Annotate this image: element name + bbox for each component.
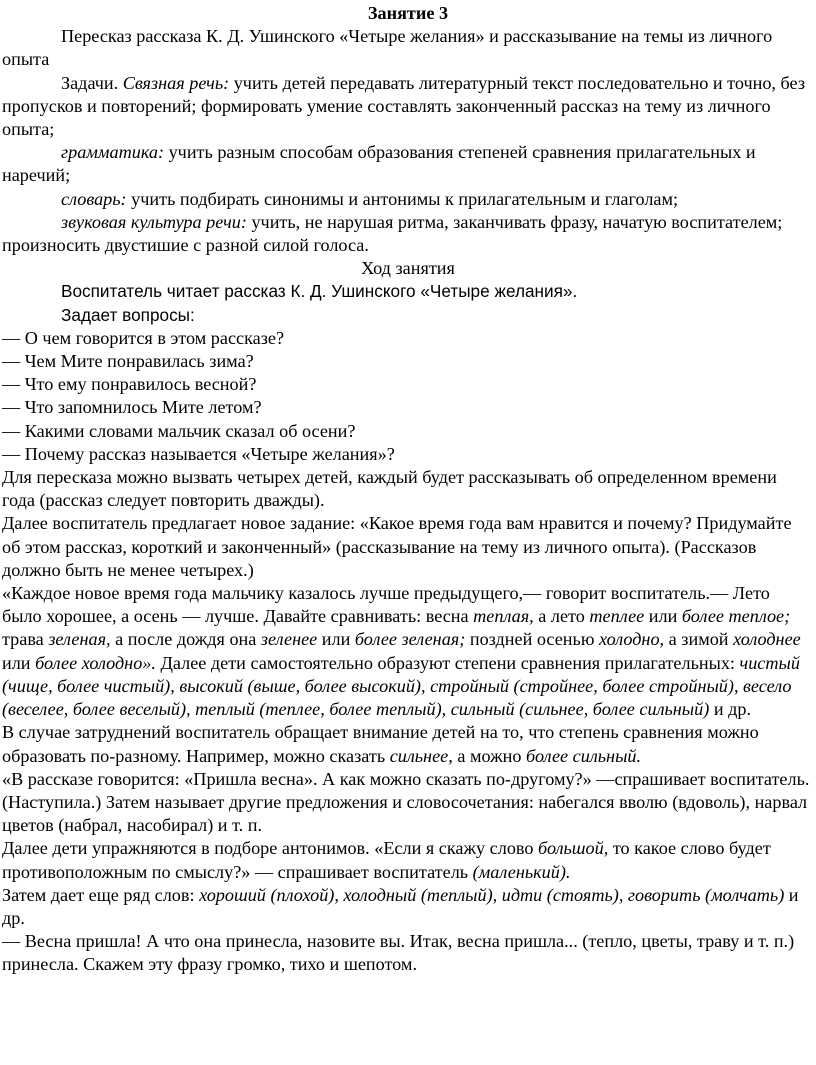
italic-run: чистый (чище, более чистый), высокий (выше, более высокий), стройный (стройнее, более стройный), весело (веселее, более веселый), теплый (теплее, более теплый), сильный (сильнее, более сильный) xyxy=(2,652,800,720)
course-heading: Ход занятия xyxy=(361,258,455,279)
vocab-label: словарь: xyxy=(61,188,127,209)
text-run: В случае затруднений воспитатель обращает внимание детей на то, что степень сравнения можно образовать по-разному. Например, можно сказать xyxy=(2,722,759,766)
synonyms-paragraph: «В рассказе говорится: «Пришла весна». А как можно сказать по-другому?» —спрашивает воспитатель. (Наступила.) Затем называет другие предложения и словосочетания: набегался вволю (вдоволь), нарвал цветов (набрал, насобирал) и т. п. xyxy=(2,768,810,836)
italic-run: зеленее xyxy=(260,629,318,650)
text-run: Далее дети самостоятельно образуют степени сравнения прилагательных: xyxy=(155,652,740,673)
grammar-text: учить разным способам образования степеней сравнения прилагательных и наречий; xyxy=(2,142,756,186)
vocab-text: учить подбирать синонимы и антонимы к прилагательным и глаголам; xyxy=(126,188,679,209)
italic-run: более зеленая; xyxy=(354,629,466,650)
text-run: трава xyxy=(2,629,49,650)
tasks-intro: Задачи. xyxy=(61,72,123,93)
comparison-paragraph xyxy=(2,582,814,721)
question-item: — Что ему понравилось весной? xyxy=(2,374,257,395)
tasks-speech xyxy=(2,72,814,142)
grammar-label: грамматика: xyxy=(61,142,165,163)
difficulty-paragraph xyxy=(2,721,814,767)
text-run: поздней осенью xyxy=(465,629,599,650)
text-run: или xyxy=(317,629,355,650)
italic-run: более сильный. xyxy=(526,745,642,766)
more-words-paragraph xyxy=(2,884,814,930)
italic-run: теплая, xyxy=(473,606,534,627)
italic-run: холодно, xyxy=(598,629,665,650)
text-run: или xyxy=(2,652,36,673)
italic-run: большой, xyxy=(538,838,609,859)
italic-run: более холодно». xyxy=(35,652,156,673)
lesson-title: Занятие 3 xyxy=(367,3,449,23)
sound-label: звуковая культура речи: xyxy=(61,211,247,232)
text-run: «Каждое новое время года мальчику казалось лучше предыдущего,— говорит воспитатель.— Лето было хорошее, а осень — лучше. Давайте сравнивать: весна xyxy=(2,583,770,627)
text-run: Далее дети упражняются в подборе антонимов. «Если я скажу слово xyxy=(2,838,539,859)
question-item: — Почему рассказ называется «Четыре желания»? xyxy=(2,443,395,464)
italic-run: зеленая, xyxy=(48,629,111,650)
retell-paragraph: Для пересказа можно вызвать четырех детей, каждый будет рассказывать об определенном времени года (рассказ следует повторить дважды). xyxy=(2,467,777,511)
text-run: Затем дает еще ряд слов: xyxy=(2,884,200,905)
italic-run: сильнее, xyxy=(389,745,453,766)
questions-intro: Задает вопросы: xyxy=(61,304,195,325)
text-run: а после дождя она xyxy=(110,629,261,650)
tasks-sound xyxy=(2,211,814,257)
text-run: а зимой xyxy=(664,629,734,650)
text-run: а можно xyxy=(452,745,527,766)
question-item: — Что запомнилось Мите летом? xyxy=(2,397,262,418)
italic-run: теплее xyxy=(589,606,645,627)
sound-text: учить, не нарушая ритма, заканчивать фразу, начатую воспитателем; произносить двустишие с разной силой голоса. xyxy=(2,211,783,256)
antonyms-paragraph xyxy=(2,837,814,883)
question-item: — Чем Мите понравилась зима? xyxy=(2,351,254,372)
italic-run: хороший (плохой), холодный (теплый), идти (стоять), говорить (молчать) xyxy=(199,884,785,905)
final-paragraph: — Весна пришла! А что она принесла, назовите вы. Итак, весна пришла... (тепло, цветы, траву и т. п.) принесла. Скажем эту фразу громко, тихо и шепотом. xyxy=(2,931,795,975)
text-run: то какое слово будет противоположным по смыслу?» — спрашивает воспитатель xyxy=(2,838,771,882)
question-item: — Какими словами мальчик сказал об осени? xyxy=(2,420,356,441)
tasks-vocabulary xyxy=(2,188,814,211)
text-run: или xyxy=(644,606,682,627)
italic-run: более теплое; xyxy=(681,606,791,627)
text-run: и др. xyxy=(709,699,752,720)
text-run: и др. xyxy=(2,884,799,928)
question-item: — О чем говорится в этом рассказе? xyxy=(2,327,285,348)
speech-text: учить детей передавать литературный текст последовательно и точно, без пропусков и повторений; формировать умение составлять законченный рассказ на тему из личного опыта; xyxy=(2,72,806,140)
lesson-topic: Пересказ рассказа К. Д. Ушинского «Четыре желания» и рассказывание на темы из личного опыта xyxy=(2,26,773,70)
italic-run: холоднее xyxy=(733,629,801,650)
speech-label: Связная речь: xyxy=(122,72,230,93)
italic-run: (маленький). xyxy=(472,861,571,882)
tasks-grammar xyxy=(2,141,814,187)
reading-line: Воспитатель читает рассказ К. Д. Ушинского «Четыре желания». xyxy=(61,281,578,302)
new-task-paragraph: Далее воспитатель предлагает новое задание: «Какое время года вам нравится и почему? Придумайте об этом рассказ, короткий и законченный» (рассказывание на тему из личного опыта). (Рассказов должно быть не менее четырех.) xyxy=(2,513,792,580)
text-run: а лето xyxy=(533,606,590,627)
